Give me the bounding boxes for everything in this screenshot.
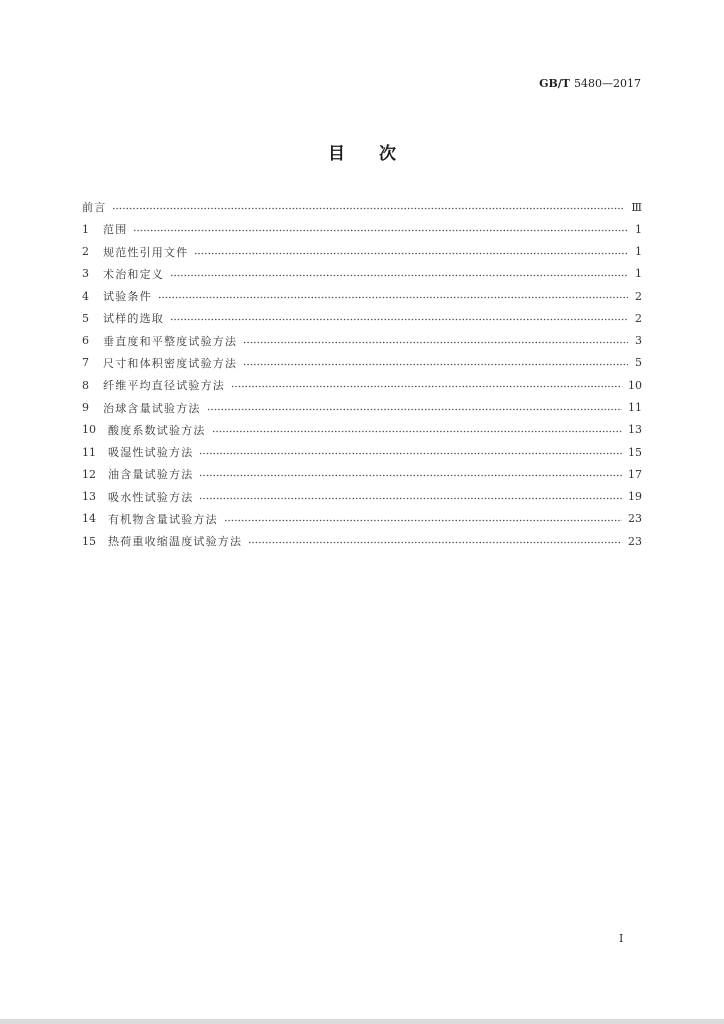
leader-dots xyxy=(194,252,628,255)
table-of-contents xyxy=(82,196,642,552)
toc-entry-page: 17 xyxy=(628,467,642,481)
leader-dots xyxy=(199,452,622,455)
toc-entry-title: 尺寸和体积密度试验方法 xyxy=(103,356,238,370)
toc-entry-page: 11 xyxy=(628,401,642,415)
toc-entry-page: 23 xyxy=(628,512,642,526)
toc-entry-title: 有机物含量试验方法 xyxy=(108,512,218,526)
toc-entry xyxy=(82,241,642,263)
toc-entry-page: 5 xyxy=(635,356,642,370)
leader-dots xyxy=(133,229,628,232)
leader-dots xyxy=(231,385,622,388)
toc-entry-page: 10 xyxy=(628,378,642,392)
leader-dots xyxy=(207,408,622,411)
leader-dots xyxy=(170,274,628,277)
toc-entry-page: 1 xyxy=(635,222,642,236)
toc-entry-title: 吸水性试验方法 xyxy=(108,490,194,504)
toc-entry xyxy=(82,485,642,507)
toc-entry-title: 吸湿性试验方法 xyxy=(108,446,194,460)
page-number: I xyxy=(619,932,624,945)
toc-entry-number: 13 xyxy=(82,490,96,504)
toc-entry-title: 范围 xyxy=(103,223,128,237)
standard-code-header xyxy=(539,77,641,90)
toc-entry xyxy=(82,508,642,530)
toc-entry-number: 11 xyxy=(82,445,96,459)
toc-entry-number: 6 xyxy=(82,334,89,348)
leader-dots xyxy=(199,497,622,500)
toc-entry xyxy=(82,530,642,552)
toc-entry-number: 14 xyxy=(82,512,96,526)
toc-entry xyxy=(82,307,642,329)
toc-entry-title: 规范性引用文件 xyxy=(103,245,189,259)
toc-entry-page: 1 xyxy=(635,245,642,259)
toc-entry-number: 10 xyxy=(82,423,96,437)
standard-code-number: 5480—2017 xyxy=(574,77,641,90)
leader-dots xyxy=(199,474,622,477)
toc-entry xyxy=(82,463,642,485)
toc-entry-title: 试验条件 xyxy=(103,290,152,304)
toc-entry-number: 1 xyxy=(82,222,89,236)
toc-entry xyxy=(82,374,642,396)
toc-entry-title: 油含量试验方法 xyxy=(108,468,194,482)
toc-entry xyxy=(82,263,642,285)
toc-entry-number: 12 xyxy=(82,467,96,481)
leader-dots xyxy=(248,541,622,544)
leader-dots xyxy=(158,296,628,299)
leader-dots xyxy=(212,430,622,433)
toc-entry xyxy=(82,218,642,240)
toc-entry-title: 热荷重收缩温度试验方法 xyxy=(108,535,243,549)
toc-entry-page: 19 xyxy=(628,490,642,504)
standard-code-prefix: GB/T xyxy=(539,77,570,90)
toc-entry-title: 前言 xyxy=(82,201,107,215)
toc-entry-number: 15 xyxy=(82,534,96,548)
toc-entry-number: 3 xyxy=(82,267,89,281)
toc-entry-number: 4 xyxy=(82,289,89,303)
page-bottom-edge xyxy=(0,1019,724,1024)
toc-entry-title: 试样的选取 xyxy=(103,312,164,326)
toc-entry-title: 术治和定义 xyxy=(103,267,164,281)
toc-entry-number: 7 xyxy=(82,356,89,370)
toc-entry-number: 2 xyxy=(82,245,89,259)
leader-dots xyxy=(243,341,628,344)
toc-entry-title: 酸度系数试验方法 xyxy=(108,423,206,437)
toc-entry-number: 9 xyxy=(82,401,89,415)
toc-entry-page: 1 xyxy=(635,267,642,281)
toc-entry-page: 15 xyxy=(628,445,642,459)
toc-entry xyxy=(82,396,642,418)
toc-entry xyxy=(82,196,642,218)
leader-dots xyxy=(112,207,625,210)
toc-entry-page: 3 xyxy=(635,334,642,348)
toc-entry xyxy=(82,441,642,463)
toc-entry-page: Ⅲ xyxy=(631,200,642,214)
toc-entry-page: 13 xyxy=(628,423,642,437)
toc-entry-page: 2 xyxy=(635,311,642,325)
page-title: 目 次 xyxy=(328,144,396,164)
toc-entry xyxy=(82,330,642,352)
toc-entry-number: 5 xyxy=(82,311,89,325)
toc-entry-page: 23 xyxy=(628,534,642,548)
toc-entry-page: 2 xyxy=(635,289,642,303)
toc-entry xyxy=(82,285,642,307)
toc-entry-title: 纤维平均直径试验方法 xyxy=(103,379,225,393)
toc-entry-title: 治球含量试验方法 xyxy=(103,401,201,415)
toc-entry-number: 8 xyxy=(82,378,89,392)
leader-dots xyxy=(224,519,622,522)
leader-dots xyxy=(170,318,628,321)
toc-entry-title: 垂直度和平整度试验方法 xyxy=(103,334,238,348)
toc-entry xyxy=(82,352,642,374)
leader-dots xyxy=(243,363,628,366)
toc-entry xyxy=(82,419,642,441)
